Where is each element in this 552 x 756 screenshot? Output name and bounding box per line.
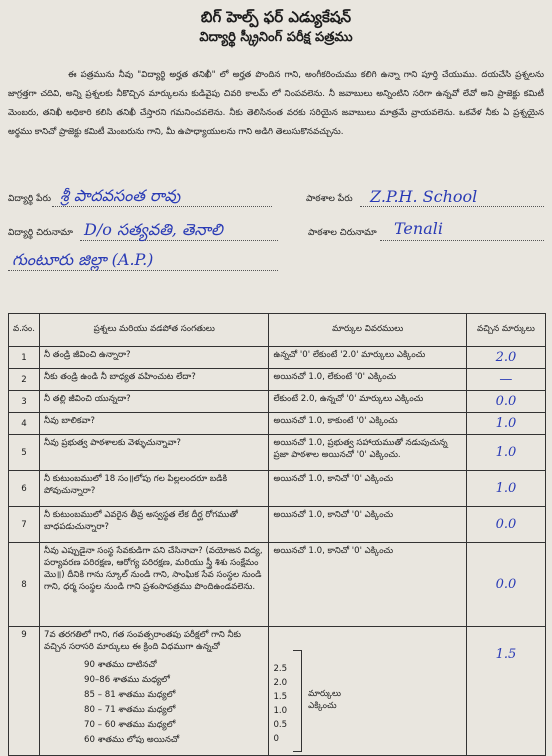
row-question [40, 627, 269, 756]
student-address-label: విద్యార్థి చిరునామా [8, 228, 73, 238]
row-number: 8 [9, 543, 40, 627]
table-row [9, 507, 546, 543]
row-number: 2 [9, 369, 40, 391]
row-question-text: 7వ తరగతిలో గాని, గత సంవత్సరాంతపు పరీక్షలో గాని నీకు వచ్చిన సరాసరి మార్కులు ఈ క్రింది విధముగా ఉన్నచో [44, 630, 241, 652]
marks-scale [273, 650, 461, 752]
row-question: నీకు తండ్రి ఉండి నీ బాధ్యత వహించుట లేదా? [40, 369, 269, 391]
header-marks-detail: మార్కుల వివరములు [269, 314, 466, 347]
grade-item: 90–86 శాతము మధ్యలో [84, 675, 170, 685]
school-name-value[interactable]: Z.P.H. School [370, 187, 478, 206]
row-question: నీ కుటుంబములో ఎవరైన తీవ్ర అస్వస్థత లేక దీర్ఘ రోగముతో బాధపడుచున్నారా? [40, 507, 269, 543]
row-marks-value[interactable]: 1.5 [466, 627, 545, 756]
scale-note: మార్కులు ఎక్కించు [308, 689, 342, 711]
page-subtitle: విద్యార్థి స్క్రీనింగ్ పరీక్ష పత్రము [199, 30, 353, 45]
row-marks-detail: ఉన్నచో '0' లేకుంటే '2.0' మార్కులు ఎక్కించు [269, 347, 466, 369]
row-marks-value[interactable]: 2.0 [466, 347, 545, 369]
scale-value: 1.0 [273, 706, 288, 716]
header-marks-obtained: వచ్చిన మార్కులు [466, 314, 545, 347]
row-marks-value[interactable]: 0.0 [466, 391, 545, 413]
row-question: నీ తండ్రి జీవించి ఉన్నారా? [40, 347, 269, 369]
row-number: 5 [9, 435, 40, 471]
school-address-value[interactable]: Tenali [394, 219, 443, 238]
header-question: ప్రశ్నలు మరియు వడపోత సంగతులు [40, 314, 269, 347]
row-marks-value[interactable]: 1.0 [466, 435, 545, 471]
row-marks-detail: అయినచో 1.0, కాకుంటే '0' ఎక్కించు [269, 413, 466, 435]
row-number: 6 [9, 471, 40, 507]
scale-value: 0.5 [273, 720, 288, 730]
row-marks-value[interactable]: 0.0 [466, 507, 545, 543]
row-question: నీవు ప్రభుత్వ పాఠశాలకు వెళ్ళుచున్నావా? [40, 435, 269, 471]
row-number: 1 [9, 347, 40, 369]
school-name-line [360, 206, 544, 207]
school-address-line [380, 240, 544, 241]
scale-bracket [293, 650, 302, 752]
row-marks-detail [269, 627, 466, 756]
row-marks-value[interactable]: 0.0 [466, 543, 545, 627]
row-marks-detail: అయినచో 1.0, ప్రభుత్వ సహాయముతో నడుపుచున్న ప్రజా పాఠశాల అయినచో '0' ఎక్కించు. [269, 435, 466, 471]
grade-item: 85 – 81 శాతము మధ్యలో [84, 690, 176, 700]
row-marks-detail: లేకుంటే 2.0, ఉన్నచో '0' మార్కులు ఎక్కించు [269, 391, 466, 413]
scale-values [273, 662, 287, 746]
student-address-value[interactable]: D/o సత్యవతి, తెనాలి [84, 220, 223, 239]
grade-item: 60 శాతము లోపు అయినచో [84, 735, 180, 745]
grade-item: 80 – 71 శాతము మధ్యలో [84, 705, 176, 715]
row-number: 4 [9, 413, 40, 435]
student-name-value[interactable]: శ్రీ పాదవసంత రావు [60, 186, 181, 205]
table-row [9, 543, 546, 627]
screening-table [8, 313, 546, 756]
row-marks-detail: అయినచో 1.0, కానిచో '0' ఎక్కించు [269, 543, 466, 627]
row-question: నీ తల్లి జీవించి యున్నదా? [40, 391, 269, 413]
row-marks-detail: అయినచో 1.0, కానిచో '0' ఎక్కించు [269, 471, 466, 507]
scale-value: 2.0 [273, 678, 288, 688]
table-header-row [9, 314, 546, 347]
student-address-line-2 [8, 270, 278, 271]
row-number: 7 [9, 507, 40, 543]
table-row [9, 413, 546, 435]
table-row [9, 627, 546, 756]
school-address-label: పాఠశాల చిరునామా [308, 228, 377, 238]
row-marks-value[interactable]: 1.0 [466, 413, 545, 435]
row-marks-detail: అయినచో 1.0, కానిచో '0' ఎక్కించు [269, 507, 466, 543]
row-number: 3 [9, 391, 40, 413]
row-question: నీవు ఎప్పుడైనా సంస్థ సేవకుడిగా పని చేసినావా? (వయోజన విద్య, పర్యావరణ పరిరక్షణ, ఆరోగ్య పరిరక్షణ, మరియు స్త్రీ శిశు సంక్షేమం మొ॥) దీనికి గాను స్కూల్ నుండి గాని, సాంఘిక సేవ సంస్థల నుండి గాని, ధర్మ సంస్థల నుండి గాని ప్రశంసాపత్రము పొందిఉండవలెను. [40, 543, 269, 627]
grade-item: 70 – 60 శాతము మధ్యలో [84, 720, 176, 730]
page-title: బిగ్ హెల్ప్ ఫర్ ఎడ్యుకేషన్ [200, 8, 352, 26]
row-question: నీ కుటుంబములో 18 సం॥లోపు గల పిల్లలందరూ బడికి పోవుచున్నారా? [40, 471, 269, 507]
instructions-text: ఈ పత్రమును నీవు "విద్యార్థి అర్హత తనిఖీ" లో అర్హత పొందిన గాని, అంగీకరించుము కలిగి ఉన్నా గాని పూర్తి చేయుము. దయచేసి ప్రశ్నలను జాగ్రత్తగా చదివి, అన్ని ప్రశ్నలకు నీకొచ్చిన మార్కులను కుడివైపు చివరి కాలమ్ లో నింపవలెను. నీ జవాబులు అన్నింటిని సరిగా ఉన్నవో లేవో అని ప్రాజెక్టు కమిటీ మెంబరు, తనిఖీ అధికారి కలిసి తనిఖీ చేస్తారని గమనించవలెను. నీకు తెలిసినంత వరకు సరియైన జవాబులు మాత్రమే వ్రాయవలెను. ఒకవేళ నీకు ఏ ప్రశ్నయైన అర్థము కానిచో ప్రాజెక్టు కమిటీ మెంబరును గాని, మీ ఉపాధ్యాయులను గాని అడిగి తెలుసుకొనవచ్చును. [8, 70, 544, 137]
grade-item: 90 శాతము దాటినచో [84, 660, 157, 670]
table-row [9, 471, 546, 507]
school-name-label: పాఠశాల పేరు [306, 194, 353, 204]
row-number: 9 [9, 627, 40, 756]
table-row [9, 369, 546, 391]
row-marks-value[interactable]: — [466, 369, 545, 391]
scale-value: 0 [273, 734, 279, 744]
student-name-label: విద్యార్థి పేరు [8, 194, 51, 204]
scale-value: 1.5 [273, 692, 288, 702]
header-sno: వ.సం. [9, 314, 40, 347]
student-address-value-2[interactable]: గుంటూరు జిల్లా (A.P.) [12, 250, 154, 269]
grade-list [84, 658, 264, 748]
instructions-paragraph [8, 66, 544, 142]
table-row [9, 391, 546, 413]
row-question: నీవు బాలికవా? [40, 413, 269, 435]
row-marks-detail: అయినచో 1.0, లేకుంటే '0' ఎక్కించు [269, 369, 466, 391]
table-row [9, 347, 546, 369]
row-marks-value[interactable]: 1.0 [466, 471, 545, 507]
scale-value: 2.5 [273, 664, 288, 674]
table-row [9, 435, 546, 471]
